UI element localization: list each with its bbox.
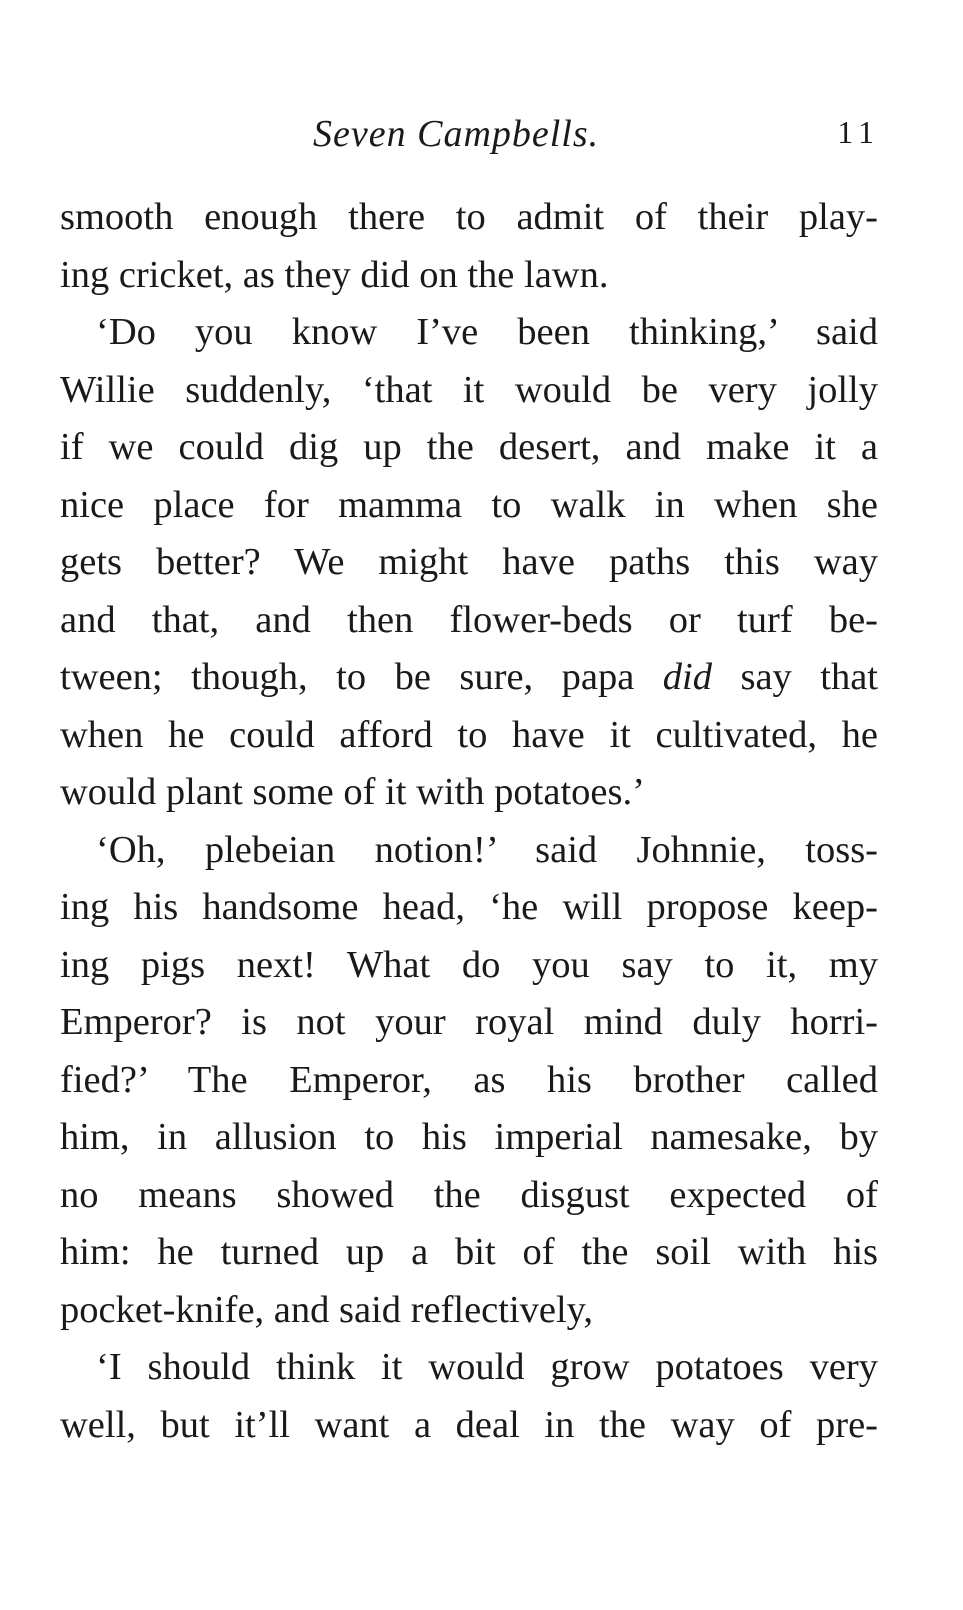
text-line: no means showed the disgust expected of [60, 1173, 878, 1216]
text-line: pocket-knife, and said reflectively, [60, 1288, 594, 1331]
text-line: fied?’ The Emperor, as his brother called [60, 1058, 878, 1101]
text-line: ‘Do you know I’ve been thinking,’ said [96, 311, 878, 353]
text-line [60, 649, 878, 707]
text-line: ‘Oh, plebeian notion!’ said Johnnie, toss- [96, 828, 878, 871]
text-line: ing cricket, as they did on the lawn. [60, 253, 609, 296]
text-line: ing pigs next! What do you say to it, my [60, 943, 878, 986]
text-line: ‘I should think it would grow potatoes very [96, 1346, 878, 1388]
running-head [60, 112, 880, 162]
text-line: him, in allusion to his imperial namesake, by [60, 1116, 878, 1158]
text-line: well, but it’ll want a deal in the way of pre- [60, 1403, 878, 1446]
text-line: Emperor? is not your royal mind duly horri- [60, 1001, 878, 1043]
text-line: smooth enough there to admit of their play- [60, 196, 878, 238]
text-run: tween; though, to be sure, papa [60, 656, 663, 698]
text-run: say that [711, 656, 878, 698]
page-number: 11 [837, 114, 880, 150]
text-line: when he could afford to have it cultivated, he [60, 713, 878, 756]
text-line: nice place for mamma to walk in when she [60, 483, 878, 526]
text-line: Willie suddenly, ‘that it would be very jolly [60, 368, 878, 411]
emphasis-text: did [662, 656, 712, 698]
text-line: if we could dig up the desert, and make it a [60, 426, 878, 468]
text-line: ing his handsome head, ‘he will propose keep- [60, 886, 878, 928]
text-line: gets better? We might have paths this way [60, 541, 878, 583]
running-title: Seven Campbells. [313, 113, 600, 155]
text-line: him: he turned up a bit of the soil with his [60, 1231, 878, 1273]
text-line: would plant some of it with potatoes.’ [60, 771, 645, 813]
text-line: and that, and then flower-beds or turf be- [60, 598, 878, 641]
body-text [60, 189, 878, 1454]
